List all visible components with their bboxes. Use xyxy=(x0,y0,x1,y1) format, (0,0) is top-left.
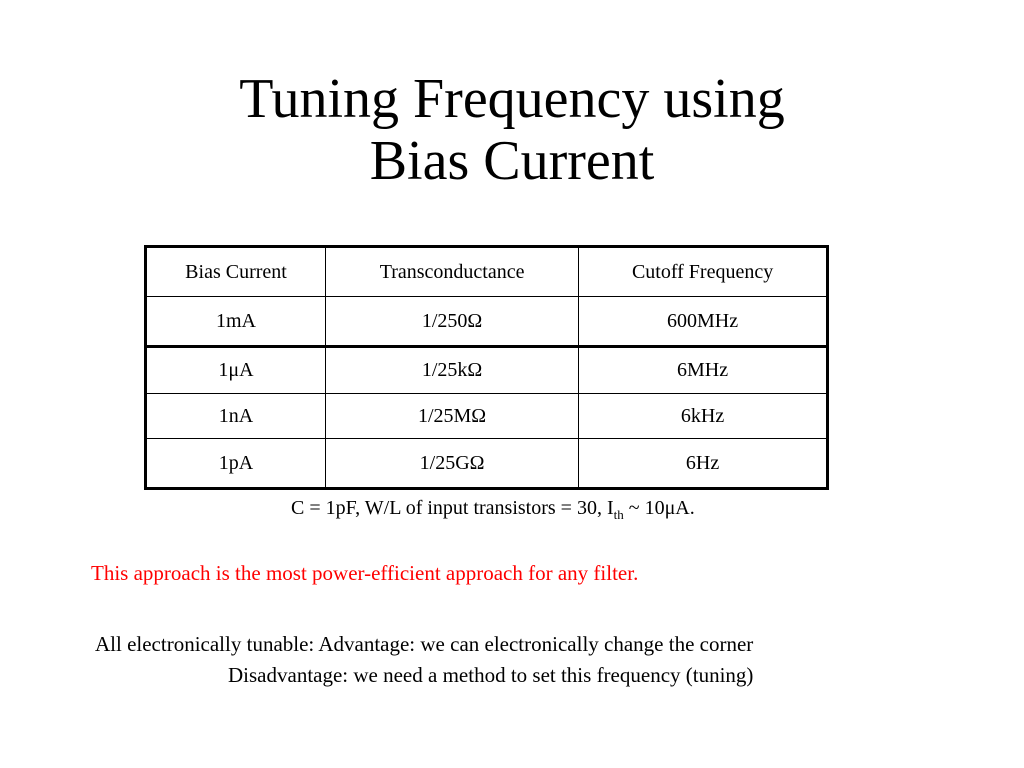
note-tail: ~ 10μA. xyxy=(623,497,695,519)
table-row xyxy=(146,439,828,489)
power-efficiency-statement: This approach is the most power-efficient approach for any filter. xyxy=(91,561,639,585)
header-transconductance: Transconductance xyxy=(326,247,579,297)
title-line-2: Bias Current xyxy=(369,130,655,192)
cell-cutoff-frequency: 6Hz xyxy=(579,439,828,489)
note-subscript: th xyxy=(613,507,624,522)
tunable-disadvantage-line: Disadvantage: we need a method to set this frequency (tuning) xyxy=(228,663,754,687)
cell-cutoff-frequency: 6MHz xyxy=(579,347,828,394)
header-bias-current: Bias Current xyxy=(146,247,326,297)
cell-cutoff-frequency: 6kHz xyxy=(579,394,828,439)
cell-transconductance: 1/25MΩ xyxy=(326,394,579,439)
cell-bias-current: 1nA xyxy=(146,394,326,439)
note-main: C = 1pF, W/L of input transistors = 30, I xyxy=(291,497,614,519)
table-row xyxy=(146,297,828,347)
tunable-advantage-line: All electronically tunable: Advantage: we can electronically change the corner xyxy=(95,632,754,656)
table-header-row xyxy=(146,247,828,297)
table-row xyxy=(146,347,828,394)
cell-transconductance: 1/250Ω xyxy=(326,297,579,347)
cell-transconductance: 1/25GΩ xyxy=(326,439,579,489)
slide-title xyxy=(0,68,1024,192)
cell-bias-current: 1mA xyxy=(146,297,326,347)
cell-cutoff-frequency: 600MHz xyxy=(579,297,828,347)
table-row xyxy=(146,394,828,439)
header-cutoff-frequency: Cutoff Frequency xyxy=(579,247,828,297)
title-line-1: Tuning Frequency using xyxy=(239,68,785,130)
cell-transconductance: 1/25kΩ xyxy=(326,347,579,394)
bias-current-table xyxy=(144,245,829,490)
cell-bias-current: 1pA xyxy=(146,439,326,489)
cell-bias-current: 1μA xyxy=(146,347,326,394)
parameters-note xyxy=(291,497,695,523)
tunable-summary xyxy=(95,629,753,691)
